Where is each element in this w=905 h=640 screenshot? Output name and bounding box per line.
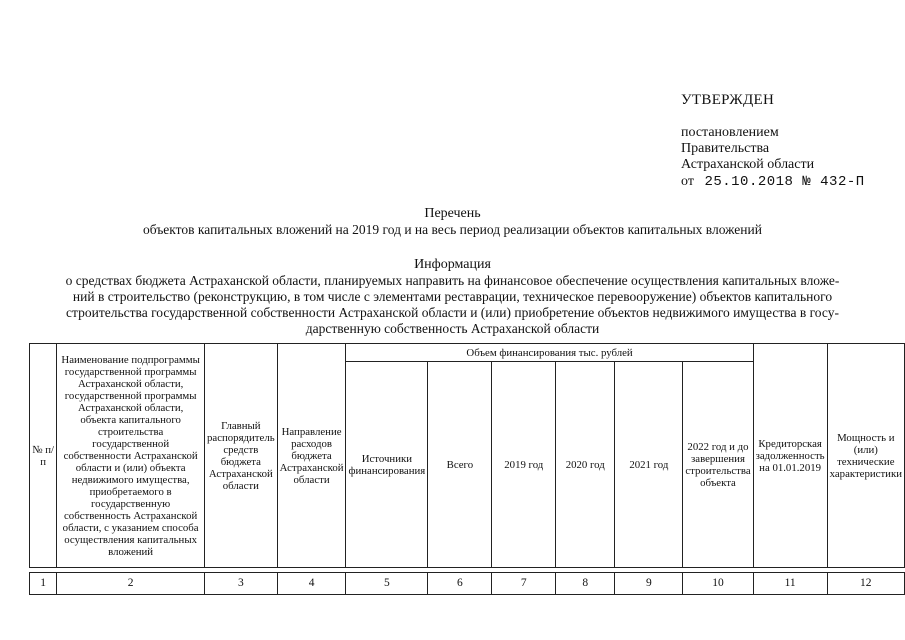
table-grid <box>29 343 905 595</box>
info-heading: Информация <box>414 257 491 272</box>
column-number-cell: 7 <box>492 573 556 595</box>
header-cell: 2020 год <box>556 362 615 568</box>
header-cell: 2022 год и до завершения строительства объекта <box>683 362 753 568</box>
column-number-cell: 1 <box>30 573 57 595</box>
column-number-cell: 6 <box>428 573 492 595</box>
financing-group-header: Объем финансирования тыс. рублей <box>346 344 753 362</box>
column-number-cell: 3 <box>205 573 278 595</box>
column-number-cell: 10 <box>683 573 753 595</box>
header-cell: Главный распорядитель средств бюджета Астраханской области <box>205 344 278 568</box>
column-number-cell: 8 <box>556 573 615 595</box>
header-cell: 2021 год <box>615 362 683 568</box>
column-number-cell: 12 <box>827 573 904 595</box>
list-heading: Перечень <box>424 206 481 221</box>
list-title-block <box>20 206 885 238</box>
info-line: строительства государственной собственности Астраханской области и (или) приобретение объектов недвижимого имущества в госу- <box>66 305 839 320</box>
approval-date <box>681 174 891 190</box>
column-number-row <box>30 573 905 595</box>
header-cell: 2019 год <box>492 362 556 568</box>
info-title-block <box>20 257 885 337</box>
header-cell: Направление расходов бюджета Астраханской области <box>277 344 346 568</box>
approval-line: Астраханской области <box>681 157 815 172</box>
approval-date-value: 25.10.2018 № 432-П <box>704 174 865 190</box>
approval-stamp: УТВЕРЖДЕН <box>681 92 775 108</box>
info-line: ний в строительство (реконструкцию, в том числе с элементами реставрации, техническое перевооружение) объектов капитального <box>72 289 833 304</box>
capital-investment-table <box>29 343 905 595</box>
column-number-cell: 11 <box>753 573 827 595</box>
approval-line: Правительства <box>681 141 770 156</box>
table-header-row <box>30 344 905 362</box>
list-subtitle: объектов капитальных вложений на 2019 год и на весь период реализации объектов капитальных вложений <box>143 222 762 237</box>
approval-date-prefix: от <box>681 174 694 189</box>
header-cell: № п/п <box>30 344 57 568</box>
header-cell: Источники финансирования <box>346 362 428 568</box>
column-number-cell: 4 <box>277 573 346 595</box>
column-number-cell: 5 <box>346 573 428 595</box>
info-line: о средствах бюджета Астраханской области, планируемых направить на финансовое обеспечение осуществления капитальных вложе- <box>65 273 840 288</box>
column-number-cell: 9 <box>615 573 683 595</box>
column-number-cell: 2 <box>57 573 205 595</box>
header-cell: Мощность и (или) технические характеристики <box>827 344 904 568</box>
header-cell: Наименование подпрограммы государственной программы Астраханской области, государственной программы Астраханской области, объекта капитального строительства государственной собственности Астраханской области и (или) объекта недвижимого имущества, приобретаемого в государственную собственность Астраханской области, с указанием способа осуществления капитальных вложений <box>57 344 205 568</box>
header-cell: Кредиторская задолженность на 01.01.2019 <box>753 344 827 568</box>
approval-line: постановлением <box>681 125 779 140</box>
header-cell: Всего <box>428 362 492 568</box>
info-line: дарственную собственность Астраханской области <box>305 321 600 336</box>
approval-block <box>681 92 891 190</box>
